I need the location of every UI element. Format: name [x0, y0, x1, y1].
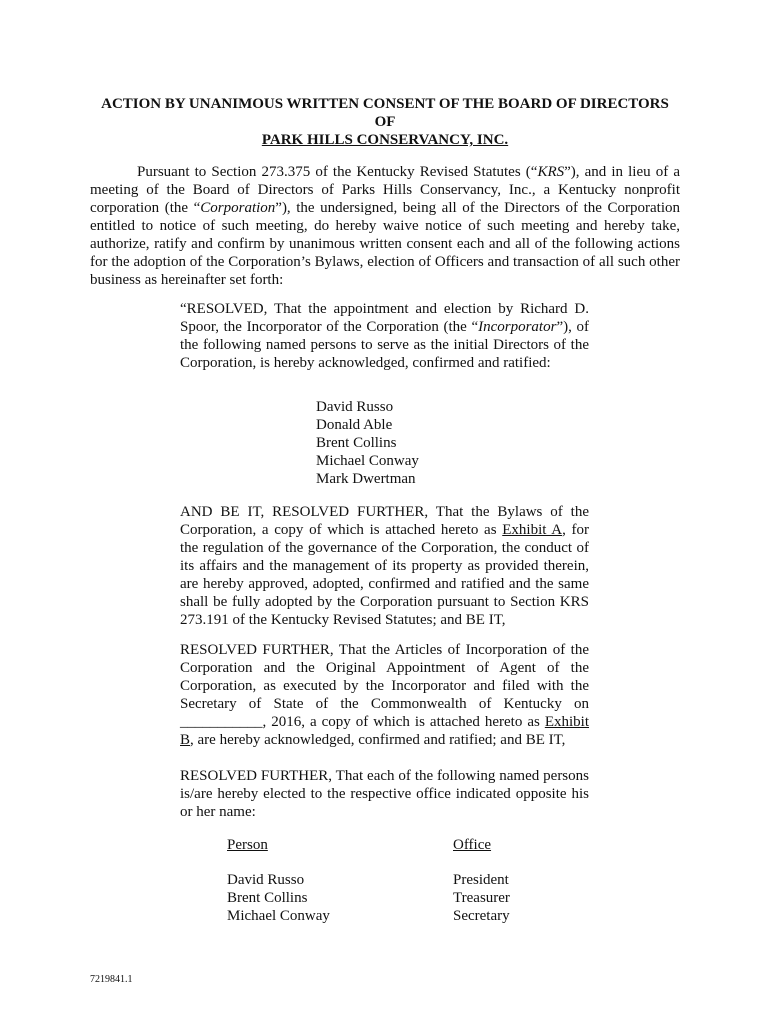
- table-row: [227, 871, 527, 889]
- resolution3-text-2: , are hereby acknowledged, confirmed and ratified; and BE IT,: [190, 732, 566, 748]
- corporation-term: Corporation: [200, 200, 276, 216]
- director-name: Donald Able: [316, 417, 393, 433]
- incorporator-term: Incorporator: [478, 319, 557, 335]
- officer-office: President: [453, 872, 509, 888]
- officer-person: Michael Conway: [227, 908, 330, 924]
- resolution-officers: RESOLVED FURTHER, That each of the following named persons is/are hereby elected to the respective office indicated opposite his or her name:: [180, 768, 589, 820]
- officers-table: [227, 836, 527, 925]
- document-title: [90, 95, 680, 149]
- officers-table-header: [227, 836, 527, 854]
- office-column-header: Office: [453, 837, 492, 853]
- intro-text-3: ”), the undersigned, being all of the Directors of the Corporation entitled to notice of such meeting, do hereby waive notice of such meeting and hereby take, authorize, ratify and confirm by unanimous written consent each and all of the following actions for the adoption of the Corporation’s Bylaws, election of Officers and transaction of all such other business as hereinafter set forth:: [90, 200, 680, 288]
- intro-paragraph: [90, 163, 680, 289]
- resolution-bylaws: [180, 503, 589, 629]
- officer-office: Secretary: [453, 908, 510, 924]
- director-name: David Russo: [316, 399, 394, 415]
- table-row: [227, 907, 527, 925]
- title-line-3: PARK HILLS CONSERVANCY, INC.: [261, 132, 509, 148]
- officer-person: Brent Collins: [227, 890, 308, 906]
- person-column-header: Person: [227, 837, 268, 853]
- exhibit-a-reference: Exhibit A: [502, 522, 563, 538]
- resolution3-text-1: RESOLVED FURTHER, That the Articles of Incorporation of the Corporation and the Original Appointment of Agent of the Corporation, as executed by the Incorporator and filed with the Secretary of State of the Commonwealth of Kentucky on ___________, 2016, a copy of which is attached hereto as: [180, 642, 589, 730]
- resolution1-text-2: ”), of the following named persons to serve as the initial Directors of the Corporation, is hereby acknowledged, confirmed and ratified:: [180, 319, 589, 371]
- resolution1-text-1: “RESOLVED, That the appointment and election by Richard D. Spoor, the Incorporator of the Corporation (the “: [180, 301, 589, 335]
- table-row: [227, 889, 527, 907]
- resolution2-text-1: AND BE IT, RESOLVED FURTHER, That the Bylaws of the Corporation, a copy of which is attached hereto as: [180, 504, 589, 538]
- document-id-footer: 7219841.1: [90, 974, 133, 985]
- officer-office: Treasurer: [453, 890, 510, 906]
- exhibit-b-reference: Exhibit B: [180, 714, 589, 748]
- director-name: Brent Collins: [316, 435, 397, 451]
- title-line-1: ACTION BY UNANIMOUS WRITTEN CONSENT OF THE BOARD OF DIRECTORS: [101, 96, 669, 112]
- officer-person: David Russo: [227, 872, 305, 888]
- directors-list: [316, 398, 419, 488]
- intro-text-1: Pursuant to Section 273.375 of the Kentucky Revised Statutes (“: [137, 164, 538, 180]
- director-name: Michael Conway: [316, 453, 419, 469]
- resolution-directors: [180, 300, 589, 372]
- resolution2-text-2: , for the regulation of the governance of the Corporation, the conduct of its affairs and the management of its property as provided therein, are hereby approved, adopted, confirmed and ratified and the same shall be fully adopted by the Corporation pursuant to Section KRS 273.191 of the Kentucky Revised Statutes; and BE IT,: [180, 522, 590, 628]
- krs-term: KRS: [537, 164, 565, 180]
- resolution-articles: [180, 641, 589, 749]
- title-line-2: OF: [374, 114, 396, 130]
- director-name: Mark Dwertman: [316, 471, 416, 487]
- intro-text-2: ”), and in lieu of a meeting of the Board of Directors of Parks Hills Conservancy, Inc., a Kentucky nonprofit corporation (the “: [90, 164, 680, 216]
